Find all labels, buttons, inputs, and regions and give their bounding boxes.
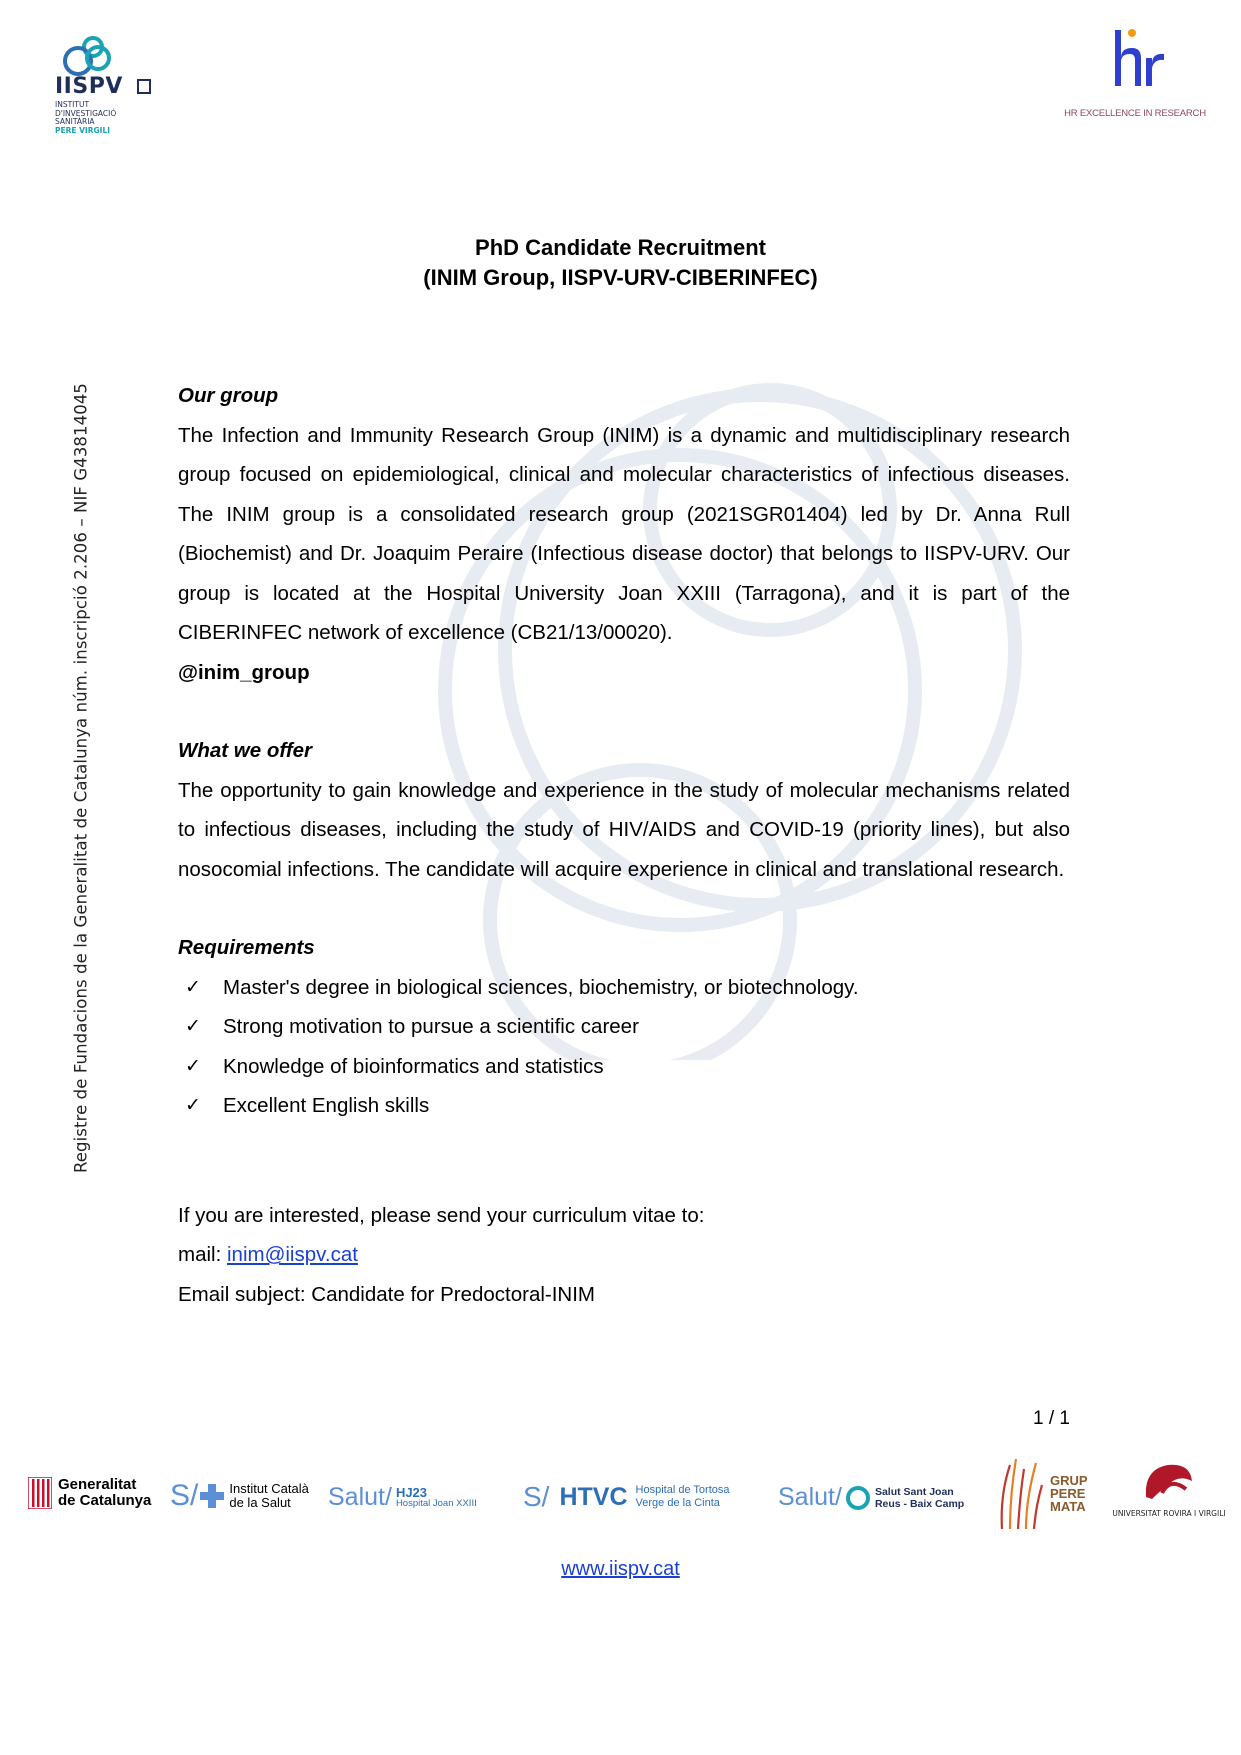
ics-line-2: de la Salut: [229, 1495, 291, 1510]
cross-icon: [200, 1484, 224, 1508]
pere-mata-line-1: GRUP: [1050, 1472, 1088, 1488]
iispv-acronym: IISPV: [55, 74, 123, 99]
iispv-line-1: INSTITUT: [55, 100, 90, 109]
sant-joan-circle-icon: [846, 1486, 870, 1510]
page-number: 1 / 1: [1033, 1408, 1070, 1429]
checkmark-icon: ✓: [185, 1095, 201, 1116]
pere-mata-line-2: PERE: [1050, 1485, 1086, 1501]
mail-label: mail:: [178, 1243, 227, 1266]
website-link[interactable]: www.iispv.cat: [561, 1558, 680, 1580]
hr-mark-icon: [1108, 22, 1168, 92]
document-title-line-2: (INIM Group, IISPV-URV-CIBERINFEC): [423, 265, 818, 290]
spacer: [178, 1126, 1070, 1196]
ics-logo: [170, 1479, 309, 1513]
checkmark-icon: ✓: [185, 976, 201, 998]
iispv-line-4: PERE VIRGILI: [55, 125, 111, 135]
urv-emblem-icon: [1140, 1459, 1198, 1503]
spacer: [178, 889, 1070, 928]
website-line: [0, 1558, 1241, 1581]
register-text: Registre de Fundacions de la Generalitat de Catalunya núm. inscripció 2.206 – NIF G43814045: [71, 382, 91, 1173]
hr-excellence-logo: [1050, 18, 1220, 128]
requirements-heading: Requirements: [178, 936, 315, 959]
pere-mata-text: [1050, 1474, 1088, 1513]
htvc-logo: [523, 1481, 730, 1513]
email-link[interactable]: inim@iispv.cat: [226, 1243, 358, 1266]
htvc-text: [636, 1484, 730, 1510]
htvc-acronym: HTVC: [559, 1482, 628, 1511]
document-title-line-1: PhD Candidate Recruitment: [475, 235, 766, 260]
checkmark-icon: ✓: [185, 1055, 201, 1077]
footer-logos: [28, 1455, 1228, 1535]
htvc-line-1: Hospital de Tortosa: [635, 1484, 730, 1496]
hj23-text: [395, 1484, 477, 1509]
urv-name: UNIVERSITAT ROVIRA I VIRGILI: [1112, 1509, 1226, 1518]
pere-mata-lines-icon: [996, 1455, 1044, 1531]
sant-joan-line-1: Salut Sant Joan: [874, 1485, 954, 1498]
offer-heading: What we offer: [178, 739, 313, 762]
generalitat-line-1: Generalitat: [58, 1476, 137, 1493]
spacer: [178, 692, 1070, 731]
list-item: [178, 1047, 1070, 1087]
document-body: [178, 376, 1070, 1314]
s-brand: S/: [170, 1479, 199, 1512]
requirement-text: Master's degree in biological sciences, biochemistry, or biotechnology.: [223, 975, 859, 999]
contact-intro: If you are interested, please send your curriculum vitae to:: [178, 1203, 705, 1227]
register-note: [67, 382, 95, 1173]
generalitat-logo: [28, 1477, 151, 1509]
hj23-logo: [328, 1483, 477, 1512]
contact-mail-line: [178, 1235, 1070, 1275]
iispv-full-name: [55, 101, 116, 135]
our-group-heading: Our group: [178, 384, 279, 407]
ics-line-1: Institut Català: [229, 1481, 309, 1496]
s-brand: S/: [523, 1481, 550, 1512]
sant-joan-text: [875, 1486, 964, 1510]
requirement-text: Knowledge of bioinformatics and statistics: [223, 1054, 604, 1078]
checkmark-icon: ✓: [185, 1016, 201, 1037]
requirement-text: Excellent English skills: [223, 1094, 430, 1117]
iispv-line-2: D'INVESTIGACIÓ: [55, 108, 117, 118]
email-subject: Email subject: Candidate for Predoctoral-INIM: [178, 1282, 596, 1306]
iispv-logo: [55, 33, 165, 145]
list-item: [178, 1007, 1070, 1047]
ics-text: [229, 1482, 309, 1510]
offer-text: The opportunity to gain knowledge and experience in the study of molecular mechanisms related to infectious diseases, including the study of HIV/AIDS and COVID-19 (priority lines), but also nosocomial infections. The candidate will acquire experience in clinical and translational research.: [178, 778, 1070, 881]
our-group-text: The Infection and Immunity Research Group (INIM) is a dynamic and multidisciplinary research group focused on epidemiological, clinical and molecular characteristics of infectious diseases. The INIM group is a consolidated research group (2021SGR01404) led by Dr. Anna Rull (Biochemist) and Dr. Joaquim Peraire (Infectious disease doctor) that belongs to IISPV-URV. Our group is located at the Hospital University Joan XXIII (Tarragona), and it is part of the CIBERINFEC network of excellence (CB21/13/00020).: [178, 423, 1070, 644]
sant-joan-logo: [778, 1483, 964, 1512]
group-handle: @inim_group: [178, 660, 310, 684]
urv-logo: [1110, 1459, 1228, 1529]
hr-caption: HR EXCELLENCE IN RESEARCH: [1064, 108, 1206, 119]
sant-joan-line-2: Reus - Baix Camp: [874, 1497, 965, 1510]
list-item: [178, 1086, 1070, 1126]
senyera-icon: [28, 1477, 52, 1509]
generalitat-line-2: de Catalunya: [58, 1492, 152, 1509]
iispv-mark-icon: [137, 79, 151, 94]
iispv-line-3: SANITÀRIA: [55, 117, 95, 126]
requirement-text: Strong motivation to pursue a scientific career: [223, 1015, 639, 1038]
pere-mata-line-3: MATA: [1050, 1498, 1086, 1514]
pere-mata-logo: [996, 1455, 1088, 1531]
generalitat-text: [58, 1477, 151, 1509]
htvc-line-2: Verge de la Cinta: [635, 1497, 720, 1509]
salut-brand: Salut/: [328, 1483, 392, 1511]
salut-brand: Salut/: [778, 1483, 842, 1511]
list-item: [178, 968, 1070, 1008]
hj23-name: Hospital Joan XXIII: [395, 1497, 477, 1509]
hj23-acronym: HJ23: [395, 1484, 428, 1500]
requirements-list: [178, 968, 1070, 1126]
